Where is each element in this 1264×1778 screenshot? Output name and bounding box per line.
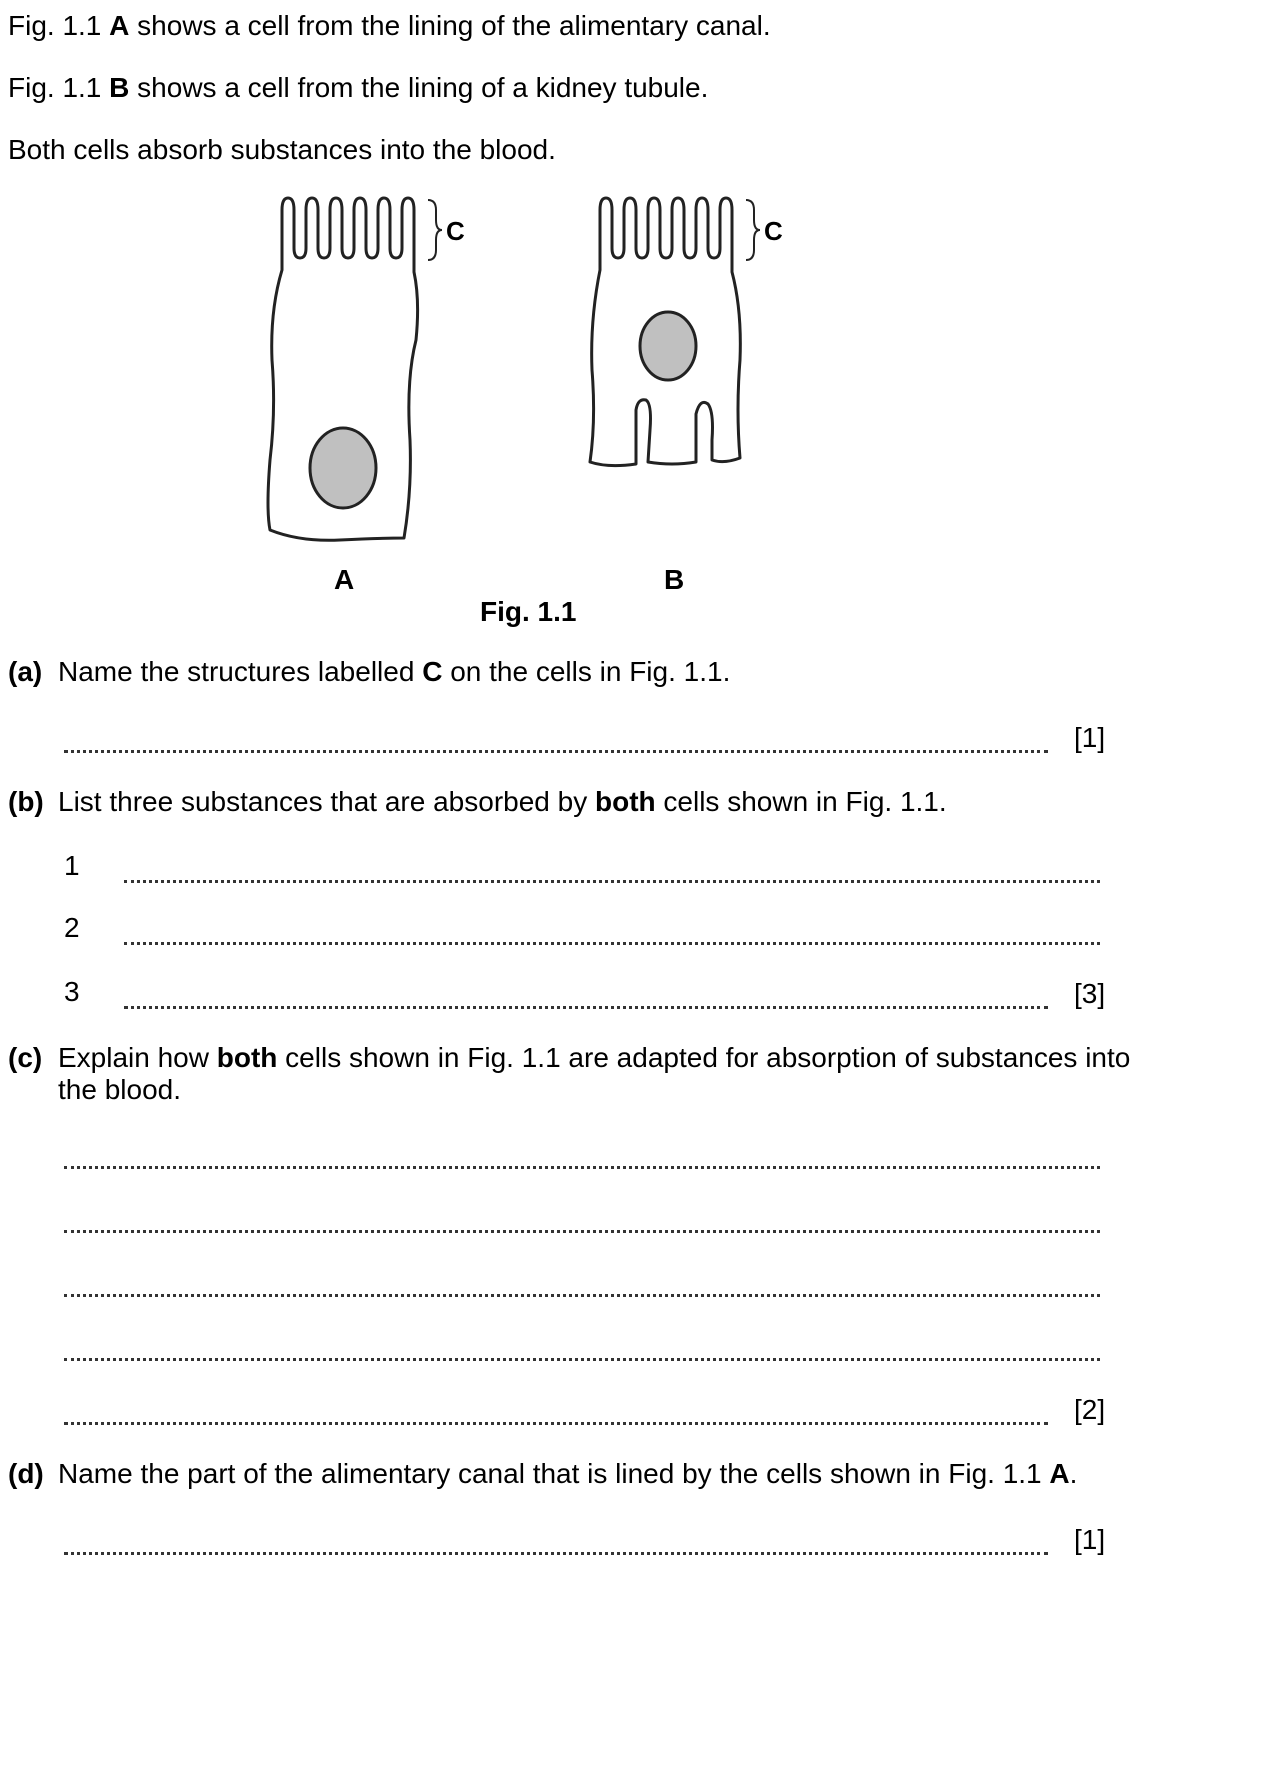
question-c-label: (c) (8, 1042, 43, 1073)
intro-line-1: Fig. 1.1 A shows a cell from the lining of the alimentary canal. (8, 10, 771, 41)
answer-line-c4[interactable] (64, 1358, 1100, 1361)
question-b-label: (b) (8, 786, 44, 817)
answer-line-c5[interactable] (64, 1422, 1048, 1425)
nucleus-b (640, 312, 696, 380)
cell-a-label: A (334, 564, 355, 595)
answer-number-1: 1 (64, 850, 80, 881)
question-d-label: (d) (8, 1458, 44, 1489)
brace-a (428, 200, 442, 260)
answer-line-a[interactable] (64, 750, 1048, 753)
question-a-text: Name the structures labelled C on the cells in Fig. 1.1. (58, 656, 731, 687)
question-a-label: (a) (8, 656, 43, 687)
question-b-text: List three substances that are absorbed by both cells shown in Fig. 1.1. (58, 786, 947, 817)
structure-label-a: C (446, 216, 465, 246)
answer-number-2: 2 (64, 912, 80, 943)
answer-line-c3[interactable] (64, 1294, 1100, 1297)
answer-line-b2[interactable] (124, 942, 1100, 945)
cell-figure (0, 190, 1264, 550)
nucleus-a (310, 428, 376, 508)
answer-line-c1[interactable] (64, 1166, 1100, 1169)
intro-line-2: Fig. 1.1 B shows a cell from the lining of a kidney tubule. (8, 72, 709, 103)
figure-caption: Fig. 1.1 (480, 596, 577, 627)
microvilli-a (282, 198, 414, 272)
question-c-text: Explain how both cells shown in Fig. 1.1 are adapted for absorption of substances into (58, 1042, 1131, 1073)
mark-d: [1] (1074, 1524, 1106, 1555)
mark-c: [2] (1074, 1394, 1106, 1425)
structure-label-b: C (764, 216, 783, 246)
answer-line-b3[interactable] (124, 1006, 1048, 1009)
intro-line-3: Both cells absorb substances into the blood. (8, 134, 556, 165)
answer-line-b1[interactable] (124, 880, 1100, 883)
mark-b: [3] (1074, 978, 1106, 1009)
answer-number-3: 3 (64, 976, 80, 1007)
microvilli-b (600, 198, 732, 272)
cell-b-label: B (664, 564, 685, 595)
question-c-text-line-2: the blood. (58, 1074, 181, 1105)
question-d-text: Name the part of the alimentary canal that is lined by the cells shown in Fig. 1.1 A. (58, 1458, 1078, 1489)
brace-b (746, 200, 760, 260)
answer-line-c2[interactable] (64, 1230, 1100, 1233)
mark-a: [1] (1074, 722, 1106, 753)
answer-line-d[interactable] (64, 1552, 1048, 1555)
